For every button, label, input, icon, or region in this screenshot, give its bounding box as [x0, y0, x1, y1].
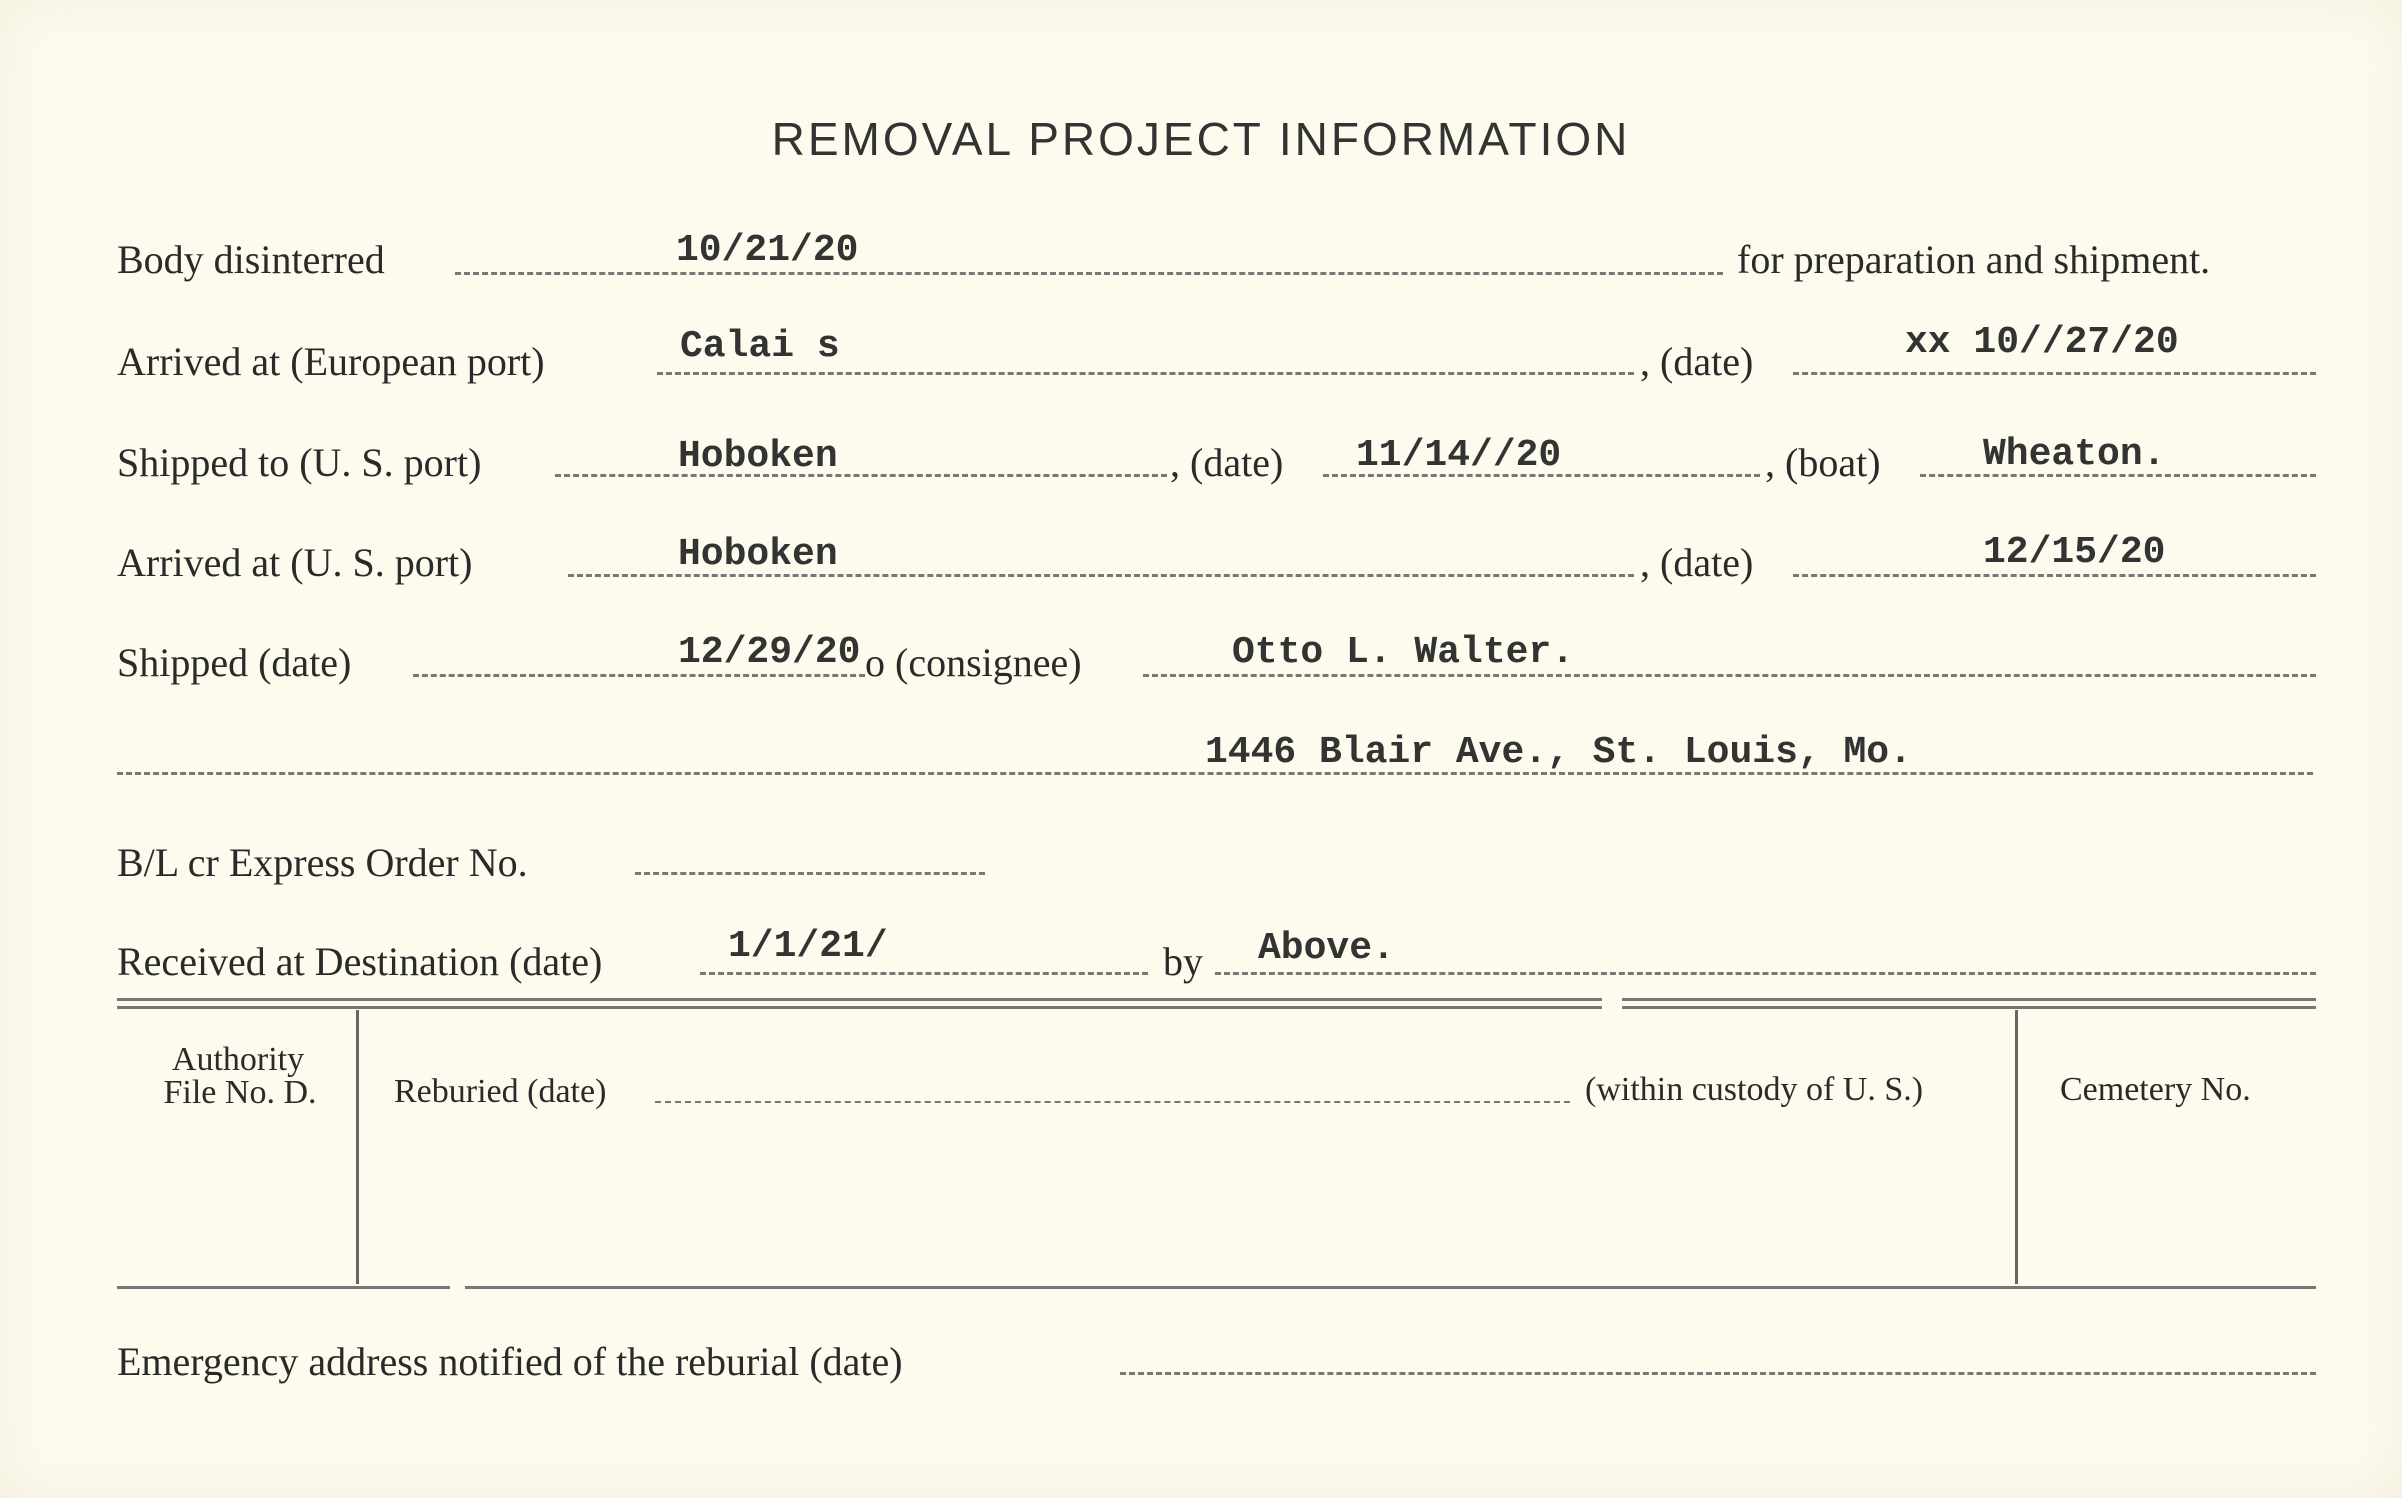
received-by-line: [1215, 972, 2316, 975]
arrived-date-line: [1793, 574, 2316, 577]
rule-top-left-2: [117, 1006, 1602, 1009]
boat-value: Wheaton.: [1983, 433, 2166, 476]
european-date-line: [1793, 372, 2316, 375]
european-date-value: xx 10//27/20: [1905, 321, 2179, 364]
cemetery-no-label: Cemetery No.: [2060, 1071, 2251, 1108]
received-by-label: by: [1163, 939, 1203, 984]
arrived-date-label: , (date): [1640, 540, 1754, 585]
emergency-line: [1120, 1372, 2316, 1375]
arrived-us-label: Arrived at (U. S. port): [117, 540, 473, 585]
consignee-line: [1143, 674, 2316, 677]
table-divider-right: [2015, 1010, 2018, 1284]
boat-label: , (boat): [1765, 440, 1881, 485]
bl-order-line: [635, 872, 985, 875]
us-port-shipped-value: Hoboken: [678, 435, 838, 478]
consignee-name-value: Otto L. Walter.: [1232, 631, 1575, 674]
within-custody-label: (within custody of U. S.): [1585, 1071, 1924, 1108]
arrived-european-line: [657, 372, 1634, 375]
european-date-label: , (date): [1640, 339, 1754, 384]
authority-label: Authority: [171, 1041, 305, 1078]
rule-bottom-right: [465, 1286, 2316, 1289]
disinterred-date-value: 10/21/20: [676, 229, 859, 272]
body-disinterred-line: [455, 272, 1723, 275]
shipped-date-value: 11/14//20: [1356, 434, 1562, 477]
received-date-value: 1/1/21/: [728, 925, 888, 968]
rule-top-right-1: [1622, 998, 2316, 1001]
consignee-label: o (consignee): [865, 640, 1082, 685]
rule-top-left-1: [117, 998, 1602, 1001]
shipped-out-line: [413, 674, 865, 677]
body-disinterred-label: Body disinterred: [117, 237, 385, 282]
european-port-value: Calai s: [680, 325, 840, 368]
consignee-address-value: 1446 Blair Ave., St. Louis, Mo.: [1205, 731, 1912, 774]
shipped-out-label: Shipped (date): [117, 640, 352, 685]
arrived-european-label: Arrived at (European port): [117, 339, 545, 384]
table-divider-left: [356, 1010, 359, 1284]
received-label: Received at Destination (date): [117, 939, 603, 984]
us-port-arrived-value: Hoboken: [678, 533, 838, 576]
card-title: REMOVAL PROJECT INFORMATION: [771, 113, 1631, 165]
received-date-line: [700, 972, 1148, 975]
reburied-label: Reburied (date): [394, 1073, 607, 1110]
file-no-label: File No. D.: [163, 1074, 317, 1111]
rule-top-right-2: [1622, 1006, 2316, 1009]
shipped-to-us-label: Shipped to (U. S. port): [117, 440, 482, 485]
bl-order-label: B/L cr Express Order No.: [117, 840, 528, 885]
emergency-label: Emergency address notified of the reburial (date): [117, 1339, 903, 1384]
rule-bottom-left: [117, 1286, 450, 1289]
shipped-to-us-line: [555, 474, 1167, 477]
arrived-date-value: 12/15/20: [1983, 531, 2166, 574]
reburied-line: [655, 1101, 1570, 1103]
shipped-out-date-value: 12/29/20: [678, 631, 861, 674]
for-preparation-label: for preparation and shipment.: [1737, 237, 2211, 282]
shipped-date-label: , (date): [1170, 440, 1284, 485]
received-by-value: Above.: [1258, 927, 1395, 970]
